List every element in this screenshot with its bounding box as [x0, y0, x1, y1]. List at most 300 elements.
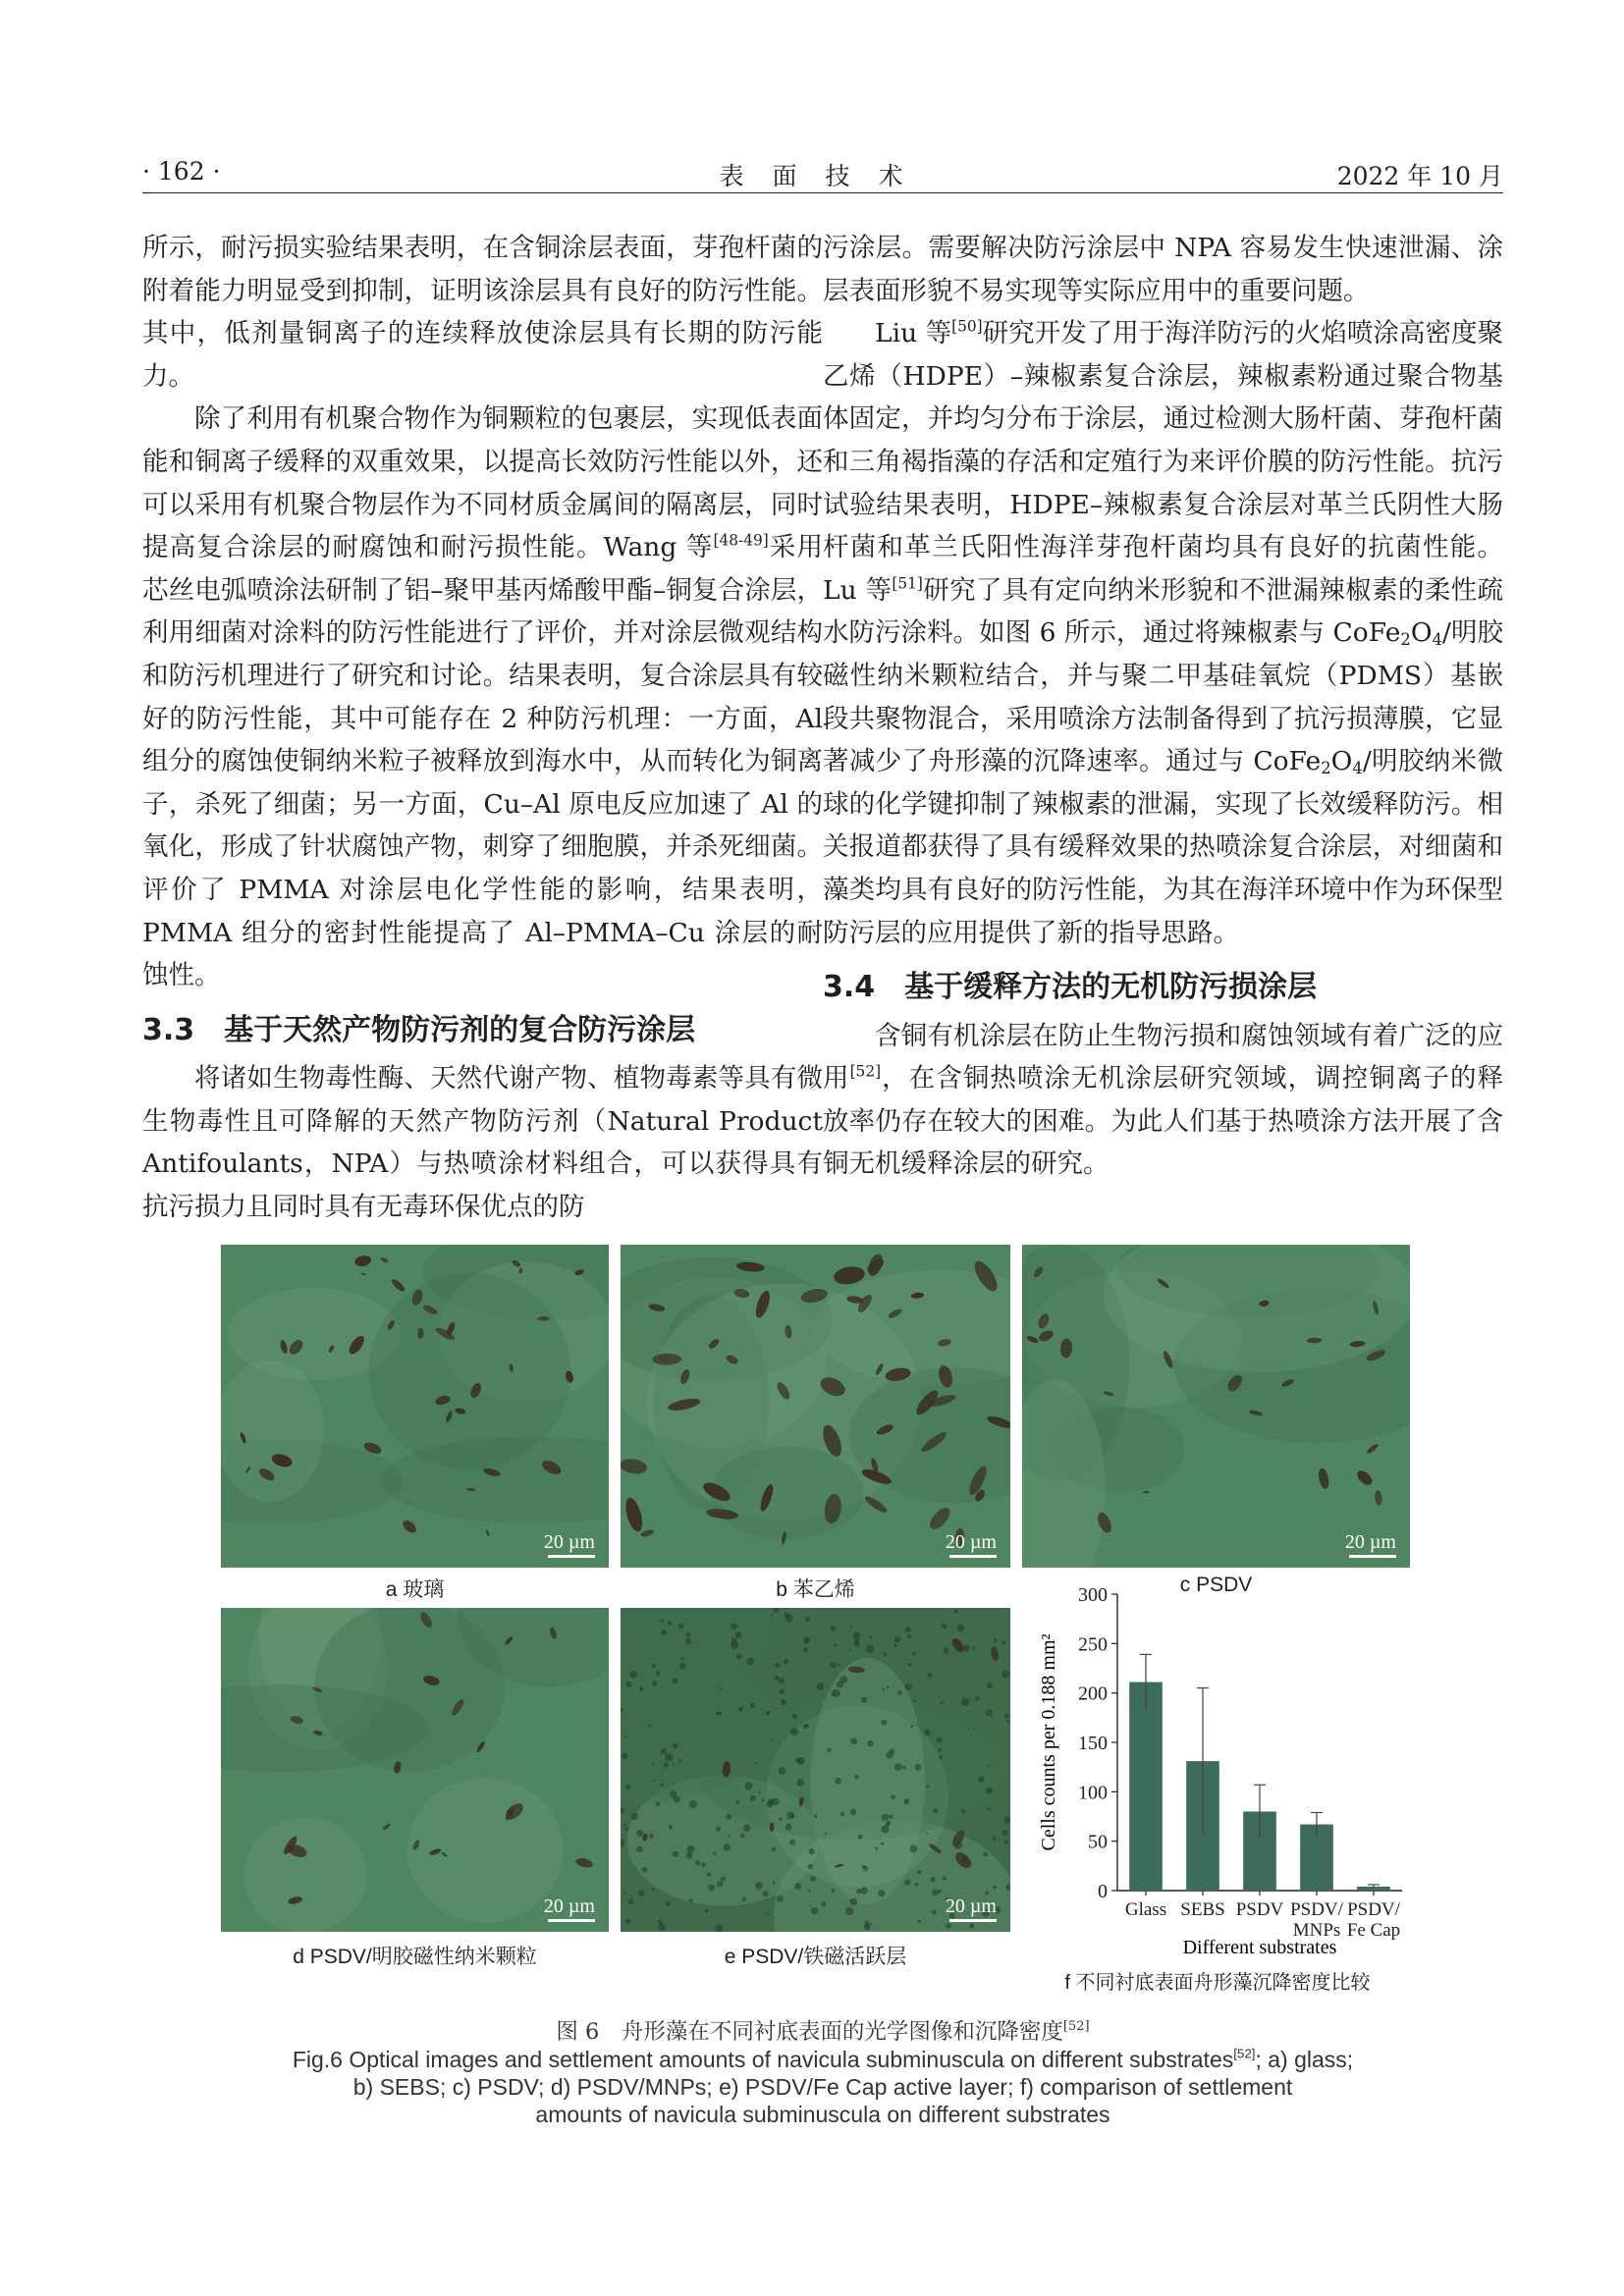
texture-speckle [961, 1698, 969, 1706]
diatom-cell [863, 1494, 889, 1515]
texture-speckle [849, 1626, 851, 1628]
texture-speckle [941, 1701, 944, 1704]
texture-speckle [638, 1891, 644, 1896]
texture-speckle [784, 1659, 788, 1664]
texture-speckle [894, 1763, 902, 1771]
texture-speckle [715, 1924, 723, 1932]
texture-speckle [779, 1817, 783, 1821]
header-rule [142, 192, 1503, 193]
texture-speckle [743, 1825, 750, 1832]
scale-bar [548, 1555, 595, 1558]
texture-speckle [834, 1643, 837, 1646]
texture-speckle [673, 1851, 678, 1857]
panel-label-d: d PSDV/明胶磁性纳米颗粒 [293, 1946, 537, 1968]
micrograph-image [1022, 1245, 1410, 1568]
texture-speckle [652, 1681, 657, 1685]
scale-bar [949, 1555, 997, 1558]
issue-date: 2022 年 10 月 [1336, 162, 1503, 190]
texture-speckle [891, 1794, 895, 1799]
texture-speckle [668, 1621, 672, 1625]
texture-speckle [917, 1920, 920, 1923]
texture-speckle [969, 1923, 974, 1928]
texture-speckle [907, 1634, 911, 1638]
x-tick-label: PSDV [1235, 1899, 1284, 1920]
texture-speckle [791, 1714, 796, 1719]
chart-axes [1078, 1584, 1402, 1941]
texture-speckle [992, 1837, 996, 1841]
scale-bar [548, 1919, 595, 1922]
micrograph-image [621, 1608, 1010, 1932]
right-paragraph-3: 含铜有机涂层在防止生物污损和腐蚀领域有着广泛的应用[52]，在含铜热喷涂无机涂层研究领域，调控铜离子的释放率仍存在较大的困难。为此人们基于热喷涂方法开展了含铜无机缓释涂层的研究。 [823, 1020, 1504, 1180]
texture-speckle [831, 1662, 838, 1669]
texture-speckle [926, 1786, 929, 1789]
texture-speckle [831, 1626, 837, 1631]
y-tick-label: 100 [1078, 1782, 1108, 1804]
texture-speckle [850, 1898, 857, 1905]
texture-speckle [882, 1688, 885, 1691]
texture-speckle [625, 1682, 631, 1687]
texture-speckle [909, 1844, 917, 1852]
texture-speckle [665, 1753, 673, 1761]
texture-speckle [810, 1876, 816, 1882]
texture-speckle [738, 1707, 743, 1712]
diatom-cell [640, 1528, 655, 1538]
texture-speckle [726, 1814, 731, 1820]
texture-speckle [939, 1755, 943, 1759]
texture-speckle [881, 1720, 887, 1726]
diatom-cell [401, 1518, 418, 1535]
texture-speckle [729, 1835, 731, 1838]
texture-speckle [731, 1623, 737, 1629]
texture-speckle [731, 1641, 738, 1649]
texture-speckle [1001, 1640, 1005, 1644]
y-tick-label: 150 [1078, 1733, 1108, 1754]
diatom-cell [950, 1636, 966, 1655]
texture-speckle [785, 1615, 793, 1623]
panel-label-e: e PSDV/铁磁活跃层 [724, 1946, 907, 1968]
texture-speckle [861, 1887, 868, 1894]
texture-blotch [407, 1778, 564, 1923]
left-paragraph-1: 所示，耐污损实验结果表明，在含铜涂层表面，芽孢杆菌的附着能力明显受到抑制，证明该涂层具有良好的防污性能。其中，低剂量铜离子的连续释放使涂层具有长期的防污能力。 [142, 233, 823, 392]
texture-speckle [987, 1682, 993, 1688]
texture-speckle [661, 1619, 664, 1622]
texture-speckle [689, 1800, 697, 1808]
citation[interactable]: [52] [1233, 2046, 1256, 2061]
texture-speckle [785, 1824, 792, 1831]
micrograph-e-psdv-fecap [621, 1608, 1010, 1932]
citation[interactable]: [52] [849, 1062, 882, 1081]
texture-speckle [724, 1843, 731, 1850]
texture-speckle [917, 1870, 921, 1874]
texture-speckle [678, 1759, 681, 1762]
texture-speckle [963, 1645, 970, 1652]
texture-speckle [631, 1813, 638, 1820]
x-tick-label: PSDV/ MNPs [1290, 1899, 1343, 1941]
texture-speckle [621, 1839, 624, 1845]
texture-speckle [775, 1663, 780, 1668]
texture-speckle [924, 1730, 930, 1735]
caption-line-2: b) SEBS; c) PSDV; d) PSDV/MNPs; e) PSDV/Fe Cap active layer; f) comparison of settlement [352, 2074, 1293, 2100]
texture-speckle [755, 1882, 763, 1890]
texture-speckle [719, 1712, 722, 1715]
texture-speckle [978, 1777, 984, 1783]
texture-speckle [870, 1923, 872, 1925]
texture-speckle [835, 1778, 841, 1785]
settlement-bar-chart [1017, 1584, 1410, 1957]
x-tick-label: SEBS [1180, 1899, 1225, 1920]
y-tick-label: 200 [1078, 1682, 1108, 1705]
scale-label: 20 µm [945, 1896, 997, 1917]
texture-speckle [867, 1740, 874, 1747]
y-tick-label: 300 [1078, 1584, 1108, 1606]
texture-speckle [770, 1614, 772, 1616]
texture-speckle [652, 1889, 655, 1892]
texture-speckle [720, 1687, 722, 1689]
texture-speckle [771, 1739, 773, 1741]
citation[interactable]: [50] [951, 317, 983, 336]
texture-speckle [1004, 1713, 1009, 1718]
texture-speckle [913, 1700, 916, 1703]
right-paragraph-2: Liu 等[50]研究开发了用于海洋防污的火焰喷涂高密度聚乙烯（HDPE）–辣椒素复合涂层，辣椒素粉通过聚合物基体固定，并均匀分布于涂层，通过检测大肠杆菌、芽孢杆菌和三角褐指藻的存活和定殖行为来评价膜的防污性能。抗污试验结果表明，HDPE–辣椒素复合涂层对革兰氏阴性大肠杆菌和革兰氏阳性海洋芽孢杆菌均具有良好的抗菌性能。Lu 等[51]研究了具有定向纳米形貌和不泄漏辣椒素的柔性疏水防污涂料。如图 6 所示，通过将辣椒素与 $CoFe_2O_4/$明胶磁性纳米颗粒结合，并与聚二甲基硅氧烷（PDMS）基嵌段共聚物混合，采用喷涂方法制备得到了抗污损薄膜，它显著减少了舟形藻的沉降速率。通过与 $CoFe_2O_4/$明胶纳米微球的化学键抑制了辣椒素的泄漏，实现了长效缓释防污。相关报道都获得了具有缓释效果的热喷涂复合涂层，对细菌和藻类均具有良好的防污性能，为其在海洋环境中作为环保型防污层的应用提供了新的指导思路。 [823, 317, 1503, 948]
texture-speckle [754, 1762, 756, 1764]
texture-speckle [856, 1889, 861, 1894]
texture-speckle [805, 1617, 810, 1622]
texture-speckle [659, 1923, 667, 1931]
texture-speckle [736, 1654, 742, 1660]
texture-speckle [777, 1896, 784, 1902]
right-paragraph-1: 污涂层。需要解决防污涂层中 NPA 容易发生快速泄漏、涂层表面形貌不易实现等实际应用中的重要问题。 [823, 233, 1503, 306]
texture-speckle [750, 1795, 756, 1801]
micrograph-image [221, 1245, 609, 1568]
texture-speckle [814, 1815, 818, 1819]
texture-speckle [772, 1847, 777, 1852]
texture-speckle [832, 1690, 834, 1692]
texture-speckle [621, 1808, 624, 1814]
texture-speckle [904, 1683, 911, 1690]
texture-blotch [244, 1817, 367, 1932]
texture-speckle [713, 1852, 716, 1855]
texture-speckle [797, 1757, 805, 1765]
diatom-cell [1143, 1491, 1150, 1494]
texture-speckle [786, 1811, 794, 1819]
texture-speckle [908, 1663, 912, 1667]
texture-speckle [937, 1737, 943, 1743]
texture-speckle [664, 1762, 669, 1767]
y-tick-label: 50 [1088, 1831, 1108, 1853]
texture-speckle [686, 1852, 693, 1859]
texture-speckle [779, 1689, 785, 1695]
texture-speckle [767, 1798, 773, 1804]
texture-speckle [622, 1753, 628, 1760]
y-tick-label: 250 [1078, 1633, 1108, 1656]
figure-caption-cn: 图 6 舟形藻在不同衬底表面的光学图像和沉降密度[52] [556, 2018, 1090, 2045]
texture-speckle [790, 1728, 798, 1735]
texture-speckle [686, 1845, 694, 1853]
diatom-cell [382, 1823, 392, 1832]
texture-speckle [875, 1847, 878, 1850]
texture-speckle [649, 1725, 652, 1728]
texture-speckle [839, 1676, 847, 1683]
texture-speckle [639, 1686, 644, 1691]
texture-speckle [1001, 1830, 1008, 1837]
texture-blotch [314, 1608, 505, 1772]
scale-bar [1349, 1555, 1396, 1558]
texture-speckle [773, 1882, 776, 1885]
micrograph-c-psdv [1022, 1245, 1410, 1568]
x-tick-label: PSDV/ Fe Cap [1346, 1899, 1401, 1941]
texture-speckle [915, 1883, 919, 1887]
texture-speckle [623, 1824, 626, 1827]
texture-speckle [625, 1785, 631, 1790]
diatom-cell [360, 1272, 366, 1275]
texture-speckle [808, 1864, 814, 1870]
texture-speckle [838, 1663, 840, 1666]
texture-speckle [649, 1834, 654, 1839]
left-paragraph-2: 除了利用有机聚合物作为铜颗粒的包裹层，实现低表面能和铜离子缓释的双重效果，以提高长效防污性能以外，还可以采用有机聚合物层作为不同材质金属间的隔离层，同时提高复合涂层的耐腐蚀和耐污损性能。Wang 等[48-49]采用芯丝电弧喷涂法研制了铝–聚甲基丙烯酸甲酯–铜复合涂层，利用细菌对涂料的防污性能进行了评价，并对涂层微观结构和防污机理进行了研究和讨论。结果表明，复合涂层具有较好的防污性能，其中可能存在 2 种防污机理：一方面，Al 组分的腐蚀使铜纳米粒子被释放到海水中，从而转化为铜离子，杀死了细菌；另一方面，Cu–Al 原电反应加速了 Al 的氧化，形成了针状腐蚀产物，刺穿了细胞膜，并杀死细菌。评价了 PMMA 对涂层电化学性能的影响，结果表明，PMMA 组分的密封性能提高了 Al–PMMA–Cu 涂层的耐蚀性。 [142, 403, 824, 991]
texture-speckle [972, 1646, 975, 1649]
texture-speckle [763, 1891, 769, 1896]
texture-speckle [903, 1798, 909, 1804]
texture-speckle [824, 1833, 826, 1835]
chart-y-axis-label: Cells counts per 0.188 mm² [1038, 1633, 1059, 1851]
texture-speckle [749, 1703, 754, 1708]
texture-speckle [915, 1764, 922, 1771]
texture-speckle [881, 1842, 884, 1845]
texture-speckle [706, 1872, 711, 1877]
left-paragraph-3: 将诸如生物毒性酶、天然代谢产物、植物毒素等具有微生物毒性且可降解的天然产物防污剂（Natural Product Antifoulants，NPA）与热喷涂材料组合，可以获得具有抗污损力且同时具有无毒环保优点的防 [142, 1063, 823, 1223]
texture-speckle [878, 1890, 885, 1896]
texture-speckle [854, 1775, 859, 1780]
texture-speckle [953, 1609, 958, 1614]
texture-speckle [779, 1678, 785, 1683]
texture-speckle [803, 1724, 808, 1729]
texture-speckle [858, 1835, 863, 1840]
texture-speckle [672, 1678, 677, 1683]
texture-speckle [983, 1851, 988, 1856]
diatom-cell [1374, 1490, 1382, 1506]
diatom-cell [1317, 1468, 1330, 1490]
panel-label-b: b 苯乙烯 [776, 1578, 855, 1601]
texture-speckle [932, 1909, 937, 1914]
micrograph-b-sebs [621, 1245, 1010, 1568]
diatom-cell [380, 1256, 389, 1263]
texture-speckle [661, 1629, 667, 1635]
texture-speckle [803, 1647, 808, 1652]
texture-speckle [1003, 1816, 1010, 1823]
texture-speckle [708, 1885, 715, 1892]
texture-speckle [827, 1748, 832, 1753]
texture-speckle [850, 1737, 857, 1744]
texture-speckle [988, 1765, 990, 1767]
texture-speckle [625, 1919, 630, 1924]
diatom-cell [354, 1255, 372, 1268]
texture-speckle [685, 1632, 690, 1637]
texture-speckle [666, 1901, 671, 1906]
texture-speckle [850, 1809, 857, 1816]
texture-speckle [886, 1751, 893, 1759]
scale-label: 20 µm [543, 1896, 595, 1917]
texture-speckle [774, 1676, 779, 1681]
texture-speckle [864, 1924, 871, 1931]
texture-speckle [894, 1636, 901, 1643]
texture-speckle [808, 1890, 811, 1893]
texture-speckle [821, 1901, 826, 1906]
texture-speckle [994, 1638, 998, 1642]
texture-speckle [669, 1825, 673, 1829]
texture-speckle [975, 1696, 980, 1701]
texture-speckle [740, 1834, 745, 1839]
diatom-cell [390, 1277, 406, 1293]
diatom-cell [623, 1496, 645, 1533]
texture-speckle [695, 1860, 700, 1865]
diatom-cell [574, 1856, 593, 1869]
texture-speckle [653, 1780, 656, 1783]
diatom-cell [990, 1646, 1000, 1662]
texture-speckle [887, 1686, 890, 1689]
texture-speckle [817, 1682, 825, 1690]
texture-speckle [678, 1623, 684, 1629]
texture-speckle [910, 1725, 913, 1728]
texture-speckle [854, 1638, 858, 1642]
texture-speckle [942, 1624, 947, 1629]
texture-speckle [889, 1814, 893, 1819]
micrograph-a-glass [221, 1245, 609, 1568]
panel-label-a: a 玻璃 [385, 1578, 445, 1601]
caption-line-1: Fig.6 Optical images and settlement amounts of navicula subminuscula on different substrates[52]; a) glass; [292, 2046, 1354, 2072]
texture-speckle [808, 1848, 814, 1854]
texture-speckle [623, 1892, 626, 1895]
texture-speckle [680, 1657, 683, 1660]
diatom-cell [926, 1505, 953, 1533]
texture-speckle [661, 1748, 667, 1754]
bar-0 [1129, 1682, 1163, 1891]
diatom-cell [621, 1457, 648, 1475]
texture-speckle [845, 1907, 853, 1915]
texture-speckle [796, 1779, 804, 1787]
texture-speckle [642, 1867, 648, 1873]
texture-speckle [986, 1788, 993, 1794]
texture-speckle [893, 1643, 896, 1646]
panel-label-c: c PSDV [1179, 1574, 1253, 1596]
texture-speckle [988, 1808, 991, 1811]
micrograph-image [621, 1245, 1010, 1568]
texture-speckle [803, 1636, 810, 1643]
citation[interactable]: [48-49] [713, 531, 769, 550]
citation[interactable]: [52] [1062, 2018, 1090, 2034]
texture-speckle [926, 1833, 928, 1835]
texture-speckle [701, 1863, 706, 1868]
texture-speckle [930, 1877, 935, 1882]
texture-speckle [636, 1845, 642, 1851]
texture-speckle [852, 1632, 860, 1640]
texture-speckle [758, 1791, 761, 1794]
texture-speckle [652, 1664, 656, 1668]
texture-speckle [883, 1653, 887, 1657]
diatom-cell [1355, 1468, 1375, 1488]
texture-speckle [766, 1710, 771, 1715]
texture-speckle [986, 1709, 993, 1716]
page-number: · 162 · [142, 157, 221, 186]
texture-speckle [679, 1663, 686, 1670]
texture-speckle [705, 1909, 709, 1913]
diatom-cell [1366, 1443, 1380, 1455]
texture-speckle [961, 1809, 965, 1813]
texture-speckle [785, 1608, 787, 1610]
texture-speckle [912, 1652, 916, 1656]
right-column [823, 227, 1503, 1186]
texture-speckle [652, 1763, 654, 1765]
texture-speckle [927, 1673, 932, 1678]
texture-speckle [660, 1784, 663, 1787]
texture-speckle [904, 1627, 910, 1632]
texture-speckle [932, 1890, 939, 1896]
journal-title: 表 面 技 术 [719, 162, 905, 190]
figure-caption-en [142, 2046, 1503, 2128]
texture-blotch [711, 1447, 864, 1539]
texture-speckle [744, 1782, 752, 1789]
texture-speckle [716, 1827, 721, 1832]
texture-speckle [944, 1647, 949, 1653]
texture-speckle [735, 1800, 739, 1804]
texture-speckle [831, 1692, 835, 1696]
texture-speckle [767, 1913, 769, 1915]
scale-bar [949, 1919, 997, 1922]
x-tick-label: Glass [1124, 1899, 1167, 1920]
texture-speckle [943, 1876, 947, 1880]
texture-speckle [811, 1907, 818, 1914]
texture-speckle [623, 1735, 626, 1738]
texture-speckle [933, 1808, 938, 1813]
panel-label-f: f 不同衬底表面舟形藻沉降密度比较 [1064, 1972, 1371, 1994]
texture-speckle [781, 1699, 786, 1705]
texture-speckle [957, 1625, 964, 1631]
texture-speckle [673, 1763, 675, 1765]
texture-speckle [1001, 1670, 1009, 1678]
texture-speckle [866, 1645, 874, 1653]
texture-speckle [674, 1796, 680, 1803]
texture-speckle [1006, 1720, 1009, 1723]
texture-speckle [689, 1898, 693, 1902]
texture-speckle [904, 1880, 911, 1887]
texture-speckle [887, 1821, 891, 1825]
left-column [142, 227, 823, 1229]
y-tick-label: 0 [1098, 1881, 1108, 1902]
texture-speckle [882, 1813, 890, 1821]
texture-speckle [762, 1799, 765, 1802]
texture-speckle [789, 1840, 795, 1845]
chart-x-axis-label: Different substrates [1182, 1937, 1337, 1957]
texture-speckle [746, 1658, 754, 1666]
texture-speckle [685, 1638, 692, 1645]
texture-speckle [627, 1898, 633, 1904]
texture-speckle [673, 1743, 677, 1748]
texture-speckle [779, 1767, 786, 1775]
caption-line-3: amounts of navicula subminuscula on different substrates [535, 2102, 1110, 2127]
texture-speckle [831, 1889, 835, 1893]
scale-label: 20 µm [543, 1531, 595, 1553]
texture-speckle [968, 1727, 970, 1729]
texture-speckle [985, 1892, 989, 1896]
section-heading-3-4: 3.4 基于缓释方法的无机防污损涂层 [823, 970, 1318, 1005]
micrograph-image [221, 1608, 609, 1932]
citation[interactable]: [51] [892, 574, 923, 592]
texture-speckle [656, 1801, 661, 1806]
texture-speckle [863, 1866, 868, 1871]
texture-speckle [624, 1827, 628, 1831]
texture-speckle [721, 1876, 726, 1881]
section-heading-3-3: 3.3 基于天然产物防污剂的复合防污涂层 [142, 1012, 696, 1047]
texture-speckle [735, 1631, 741, 1637]
